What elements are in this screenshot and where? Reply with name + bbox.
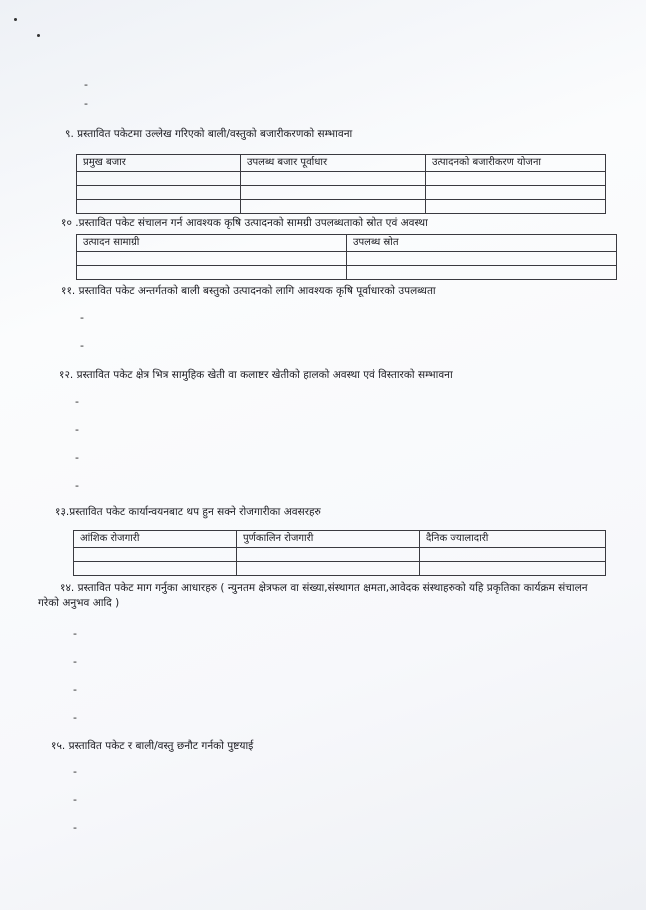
table-cell[interactable] <box>426 200 606 214</box>
column-header: प्रमुख बजार <box>77 155 241 172</box>
table-cell[interactable] <box>426 172 606 186</box>
table-header-row <box>74 531 606 548</box>
section-15-heading: १५. प्रस्तावित पकेट र बाली/वस्तु छनौट गर्नको पुष्टयाई <box>51 740 254 752</box>
table-cell[interactable] <box>77 186 241 200</box>
bullet-dash: - <box>75 451 79 464</box>
bullet-dash: - <box>73 821 77 834</box>
bullet-dash: - <box>75 395 79 408</box>
column-header: दैनिक ज्यालादारी <box>420 531 606 548</box>
section-10-table <box>76 234 617 280</box>
section-9-heading: ९. प्रस्तावित पकेटमा उल्लेख गरिएको बाली/वस्तुको बजारीकरणको सम्भावना <box>65 128 353 140</box>
bullet-dash: - <box>84 97 88 110</box>
section-12-heading: १२. प्रस्तावित पकेट क्षेत्र भित्र सामुहिक खेती वा कलाष्टर खेतीको हालको अवस्था एवं विस्तारको सम्भावना <box>59 369 453 381</box>
table-cell[interactable] <box>237 562 420 576</box>
table-cell[interactable] <box>74 562 237 576</box>
table-cell[interactable] <box>77 266 347 280</box>
scan-speck <box>37 34 40 37</box>
column-header: पुर्णकालिन रोजगारी <box>237 531 420 548</box>
table-cell[interactable] <box>77 252 347 266</box>
bullet-dash: - <box>73 711 77 724</box>
table-row <box>74 548 606 562</box>
bullet-dash: - <box>84 78 88 91</box>
table-cell[interactable] <box>241 186 426 200</box>
bullet-dash: - <box>80 339 84 352</box>
table-cell[interactable] <box>77 172 241 186</box>
table-cell[interactable] <box>420 562 606 576</box>
bullet-dash: - <box>80 311 84 324</box>
table-cell[interactable] <box>241 172 426 186</box>
table-cell[interactable] <box>347 252 617 266</box>
section-9-table <box>76 154 606 214</box>
table-cell[interactable] <box>74 548 237 562</box>
bullet-dash: - <box>73 765 77 778</box>
section-14-heading: १४. प्रस्तावित पकेट माग गर्नुका आधारहरु ( न्युनतम क्षेत्रफल वा संख्या,संस्थागत क्षमता,आवेदक संस्थाहरुको यहि प्रकृतिका कार्यक्रम संचालन गरेको अनुभव आदि ) <box>38 582 588 609</box>
bullet-dash: - <box>75 479 79 492</box>
table-row <box>77 266 617 280</box>
table-cell[interactable] <box>237 548 420 562</box>
bullet-dash: - <box>73 793 77 806</box>
table-row <box>77 200 606 214</box>
bullet-dash: - <box>73 655 77 668</box>
scan-speck <box>14 18 17 21</box>
column-header: उपलब्ध बजार पूर्वाधार <box>241 155 426 172</box>
table-row <box>77 172 606 186</box>
bullet-dash: - <box>75 423 79 436</box>
table-header-row <box>77 155 606 172</box>
table-row <box>74 562 606 576</box>
column-header: उत्पादनको बजारीकरण योजना <box>426 155 606 172</box>
bullet-dash: - <box>73 627 77 640</box>
section-13-table <box>73 530 606 576</box>
table-header-row <box>77 235 617 252</box>
table-cell[interactable] <box>420 548 606 562</box>
column-header: उत्पादन सामाग्री <box>77 235 347 252</box>
section-10-heading: १० .प्रस्तावित पकेट संचालन गर्न आवश्यक कृषि उत्पादनको सामग्री उपलब्धताको स्रोत एवं अवस्था <box>61 217 428 229</box>
column-header: उपलब्ध स्रोत <box>347 235 617 252</box>
section-13-heading: १३.प्रस्तावित पकेट कार्यान्वयनबाट थप हुन सक्ने रोजगारीका अवसरहरु <box>55 506 321 518</box>
bullet-dash: - <box>73 683 77 696</box>
column-header: आंशिक रोजगारी <box>74 531 237 548</box>
table-cell[interactable] <box>241 200 426 214</box>
table-row <box>77 252 617 266</box>
table-cell[interactable] <box>347 266 617 280</box>
table-row <box>77 186 606 200</box>
table-cell[interactable] <box>77 200 241 214</box>
table-cell[interactable] <box>426 186 606 200</box>
section-11-heading: ११. प्रस्तावित पकेट अन्तर्गतको बाली बस्तुको उत्पादनको लागि आवश्यक कृषि पूर्वाधारको उपलब्धता <box>61 285 436 297</box>
